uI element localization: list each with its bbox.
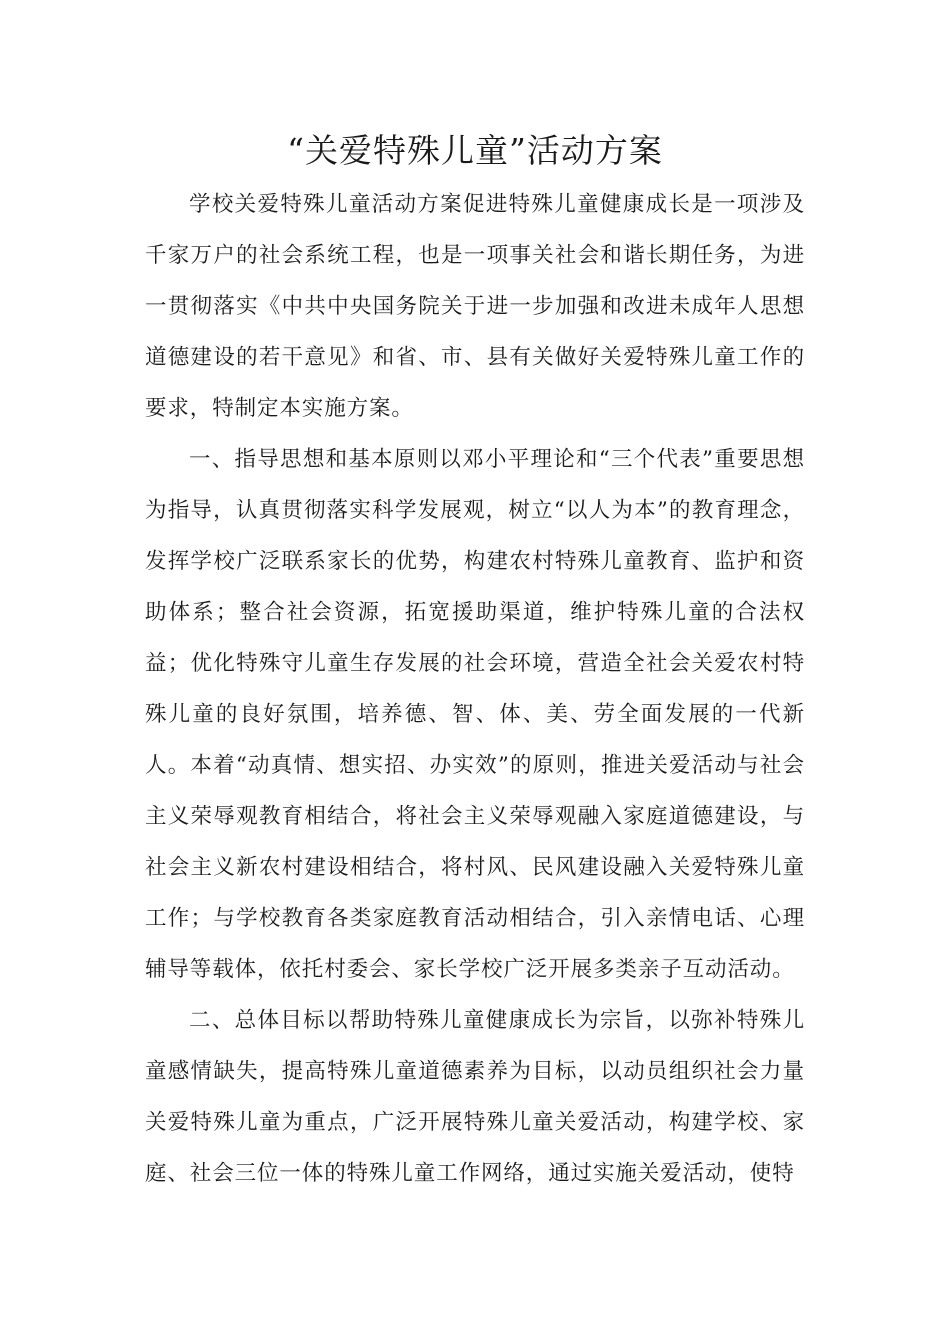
- document-title: “关爱特殊儿童”活动方案: [287, 131, 663, 170]
- paragraph-overall-goals: 二、总体目标以帮助特殊儿童健康成长为宗旨，以弥补特殊儿童感情缺失，提高特殊儿童道德素养为目标，以动员组织社会力量关爱特殊儿童为重点，广泛开展特殊儿童关爱活动，构建学校、家庭、社会三位一体的特殊儿童工作网络，通过实施关爱活动，使特: [145, 1008, 805, 1186]
- paragraph-guiding-principles: 一、指导思想和基本原则以邓小平理论和“三个代表”重要思想为指导，认真贯彻落实科学发展观，树立“以人为本”的教育理念，发挥学校广泛联系家长的优势，构建农村特殊儿童教育、监护和资助体系；整合社会资源，拓宽援助渠道，维护特殊儿童的合法权益；优化特殊守儿童生存发展的社会环境，营造全社会关爱农村特殊儿童的良好氛围，培养德、智、体、美、劳全面发展的一代新人。本着“动真情、想实招、办实效”的原则，推进关爱活动与社会主义荣辱观教育相结合，将社会主义荣辱观融入家庭道德建设，与社会主义新农村建设相结合，将村风、民风建设融入关爱特殊儿童工作；与学校教育各类家庭教育活动相结合，引入亲情电话、心理辅导等载体，依托村委会、家长学校广泛开展多类亲子互动活动。: [145, 447, 805, 982]
- paragraph-intro: 学校关爱特殊儿童活动方案促进特殊儿童健康成长是一项涉及千家万户的社会系统工程，也是一项事关社会和谐长期任务，为进一贯彻落实《中共中央国务院关于进一步加强和改进未成年人思想道德建设的若干意见》和省、市、县有关做好关爱特殊儿童工作的要求，特制定本实施方案。: [145, 192, 805, 421]
- document-body: [145, 179, 805, 1199]
